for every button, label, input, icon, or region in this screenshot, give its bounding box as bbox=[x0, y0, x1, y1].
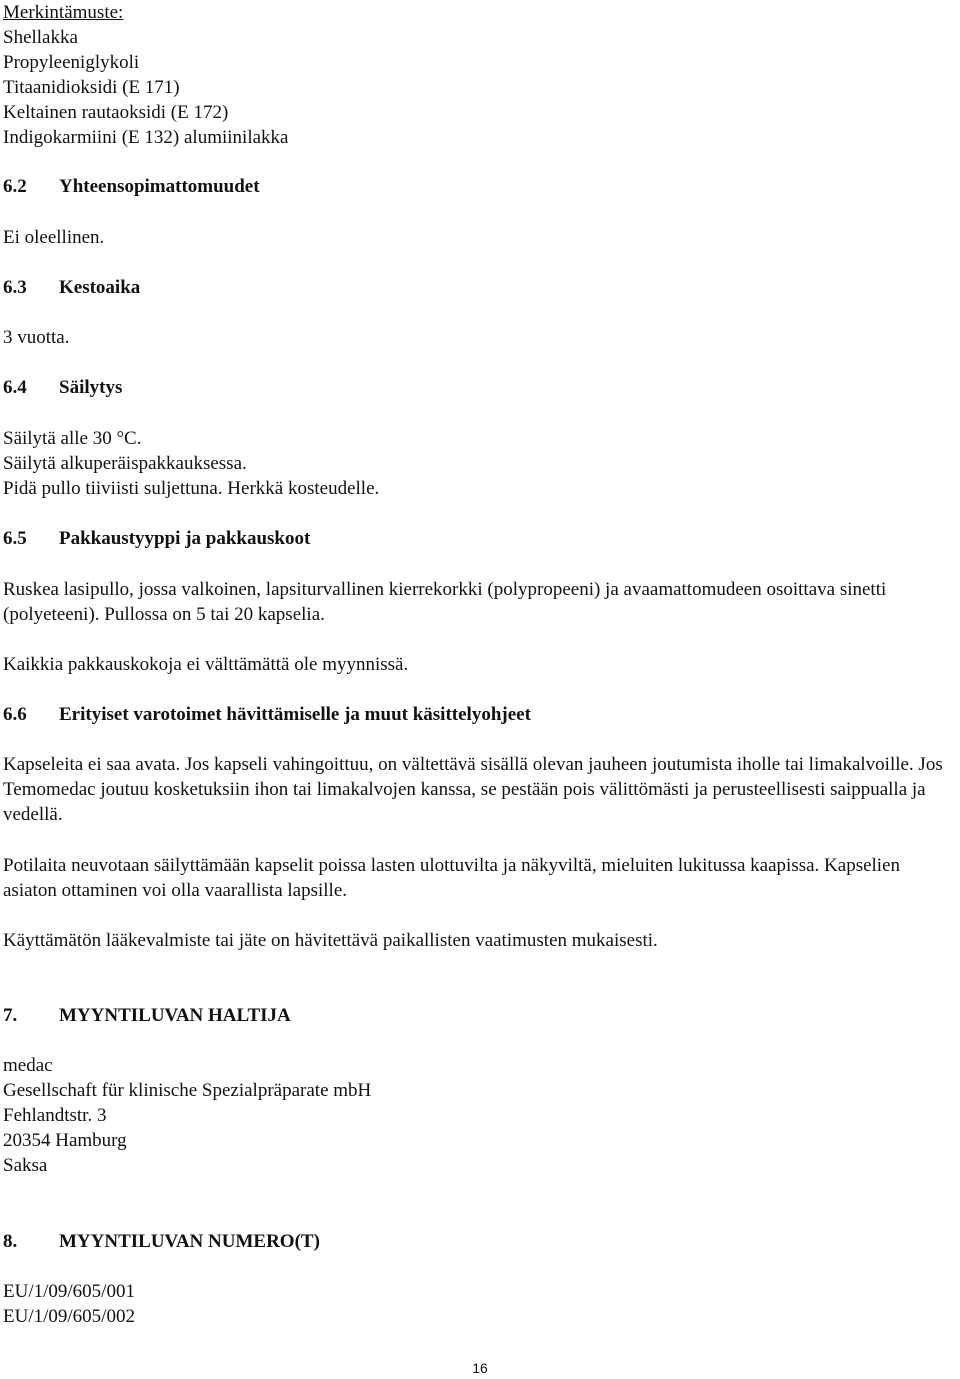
holder-line: 20354 Hamburg bbox=[3, 1130, 127, 1151]
section-6-4-heading bbox=[3, 375, 956, 400]
section-6-6-paragraph: Käyttämätön lääkevalmiste tai jäte on hävitettävä paikallisten vaatimusten mukaisesti. bbox=[3, 930, 658, 951]
section-6-5-paragraph: Ruskea lasipullo, jossa valkoinen, lapsiturvallinen kierrekorkki (polypropeeni) ja avaamattomudeen osoittava sinetti (polyeteeni). Pullossa on 5 tai 20 kapselia. bbox=[3, 579, 887, 625]
section-title: Pakkaustyyppi ja pakkauskoot bbox=[59, 528, 311, 549]
holder-line: Saksa bbox=[3, 1155, 48, 1176]
holder-line: Gesellschaft für klinische Spezialpräparate mbH bbox=[3, 1080, 372, 1101]
section-6-3-text: 3 vuotta. bbox=[3, 327, 70, 348]
section-title: Yhteensopimattomuudet bbox=[59, 176, 260, 197]
section-number: 6.5 bbox=[3, 528, 27, 549]
authorisation-number: EU/1/09/605/001 bbox=[3, 1281, 135, 1302]
excipient-item: Propyleeniglykoli bbox=[3, 52, 140, 73]
holder-line: medac bbox=[3, 1055, 53, 1076]
authorisation-numbers bbox=[3, 1279, 956, 1329]
section-title: Erityiset varotoimet hävittämiselle ja muut käsittelyohjeet bbox=[59, 704, 531, 725]
section-number: 6.4 bbox=[3, 377, 27, 398]
excipient-item: Titaanidioksidi (E 171) bbox=[3, 77, 180, 98]
storage-line: Pidä pullo tiiviisti suljettuna. Herkkä kosteudelle. bbox=[3, 478, 380, 499]
section-6-5-paragraph: Kaikkia pakkauskokoja ei välttämättä ole myynnissä. bbox=[3, 654, 409, 675]
storage-line: Säilytä alle 30 °C. bbox=[3, 428, 142, 449]
excipient-item: Keltainen rautaoksidi (E 172) bbox=[3, 102, 229, 123]
storage-line: Säilytä alkuperäispakkauksessa. bbox=[3, 453, 247, 474]
section-number: 6.3 bbox=[3, 277, 27, 298]
section-number: 7. bbox=[3, 1005, 18, 1026]
section-title: Kestoaika bbox=[59, 277, 141, 298]
section-6-6-paragraph: Potilaita neuvotaan säilyttämään kapselit poissa lasten ulottuvilta ja näkyviltä, mieluiten lukitussa kaapissa. Kapselien asiaton ottaminen voi olla vaarallista lapsille. bbox=[3, 855, 901, 901]
section-6-2-text: Ei oleellinen. bbox=[3, 227, 105, 248]
section-6-6-paragraph: Kapseleita ei saa avata. Jos kapseli vahingoittuu, on vältettävä sisällä olevan jauheen joutumista iholle tai limakalvoille. Jos Temomedac joutuu kosketuksiin ihon tai limakalvojen kanssa, se pestään pois välittömästi ja perusteellisesti saippualla ja vedellä. bbox=[3, 754, 943, 825]
section-6-2-heading bbox=[3, 174, 956, 199]
excipients-block bbox=[3, 0, 956, 150]
section-6-4-text bbox=[3, 426, 956, 501]
authorisation-number: EU/1/09/605/002 bbox=[3, 1306, 135, 1327]
excipient-item: Indigokarmiini (E 132) alumiinilakka bbox=[3, 127, 289, 148]
section-number: 8. bbox=[3, 1231, 18, 1252]
section-title: Säilytys bbox=[59, 377, 123, 398]
excipient-item: Shellakka bbox=[3, 27, 78, 48]
section-number: 6.6 bbox=[3, 704, 27, 725]
section-6-3-heading bbox=[3, 275, 956, 300]
excipients-heading: Merkintämuste: bbox=[3, 2, 124, 23]
marketing-authorisation-holder bbox=[3, 1053, 956, 1178]
page-number: 16 bbox=[472, 1360, 488, 1376]
section-8-heading bbox=[3, 1229, 956, 1254]
holder-line: Fehlandtstr. 3 bbox=[3, 1105, 107, 1126]
section-number: 6.2 bbox=[3, 176, 27, 197]
section-6-5-heading bbox=[3, 526, 956, 551]
section-6-6-heading bbox=[3, 702, 956, 727]
section-title: MYYNTILUVAN NUMERO(T) bbox=[59, 1231, 320, 1252]
section-7-heading bbox=[3, 1003, 956, 1028]
section-title: MYYNTILUVAN HALTIJA bbox=[59, 1005, 291, 1026]
